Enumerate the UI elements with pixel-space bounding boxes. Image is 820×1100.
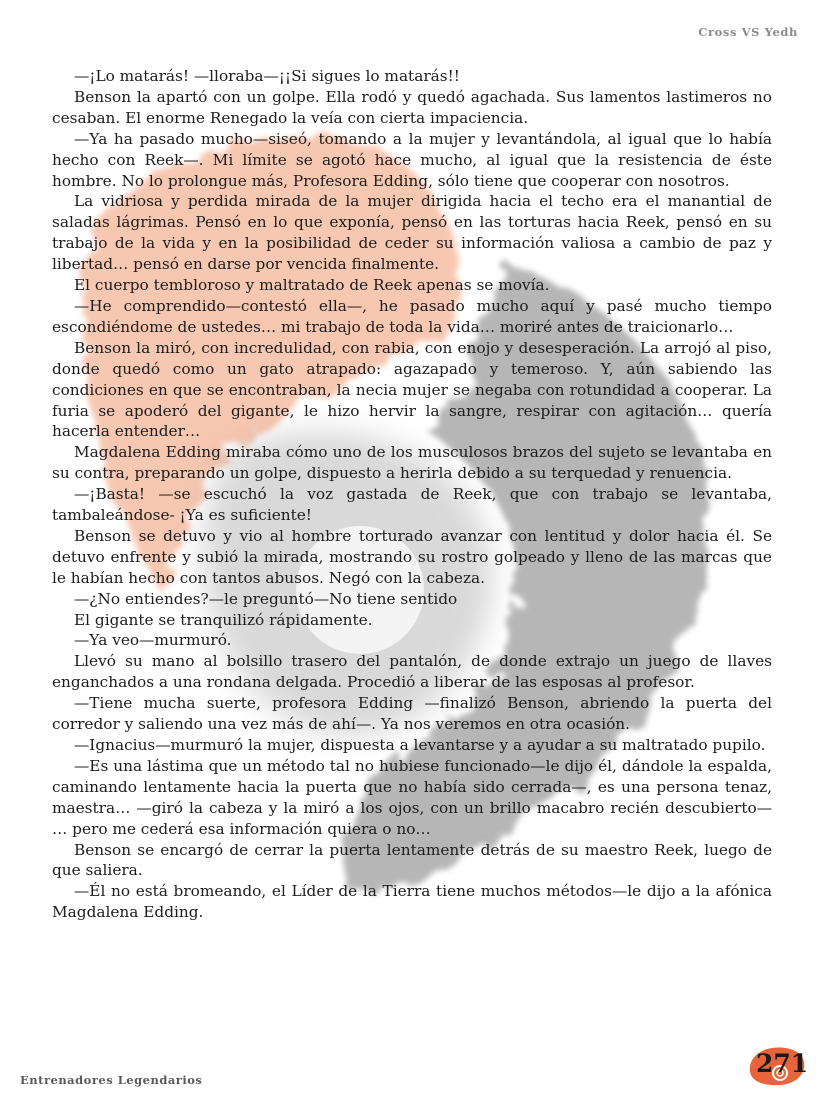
paragraph: —Ya ha pasado mucho—siseó, tomando a la mujer y levantándola, al igual que lo había hecho con Reek—. Mi límite se agotó hace mucho, al igual que la resistencia de éste hombre. No lo prolongue más, Profesora Edding, sólo tiene que cooperar con nosotros. <box>52 129 772 190</box>
paragraph: Llevó su mano al bolsillo trasero del pantalón, de donde extrajo un juego de llaves enganchados a una rondana delgada. Procedió a liberar de las esposas al profesor. <box>52 652 772 692</box>
paragraph: —¡Lo matarás! —lloraba—¡¡Si sigues lo matarás!! <box>74 67 460 85</box>
paragraph: El cuerpo tembloroso y maltratado de Reek apenas se movía. <box>74 276 550 295</box>
running-header: Cross VS Yedh <box>698 25 798 39</box>
running-footer: Entrenadores Legendarios <box>20 1073 203 1087</box>
paragraph: El gigante se tranquilizó rápidamente. <box>74 610 373 629</box>
paragraph: Benson se encargó de cerrar la puerta lentamente detrás de su maestro Reek, luego de que saliera. <box>52 840 772 880</box>
paragraph: —¡Basta! —se escuchó la voz gastada de Reek, que con trabajo se levantaba, tambaleándose- ¡Ya es suficiente! <box>52 485 772 525</box>
paragraph: —Ya veo—murmuró. <box>74 631 232 650</box>
body-text <box>52 66 772 923</box>
paragraph: Benson la apartó con un golpe. Ella rodó y quedó agachada. Sus lamentos lastimeros no cesaban. El enorme Renegado la veía con cierta impaciencia. <box>52 87 772 127</box>
paragraph: Benson se detuvo y vio al hombre torturado avanzar con lentitud y dolor hacia él. Se detuvo enfrente y subió la mirada, mostrando su rostro golpeado y lleno de las marcas que le habían hecho con tantos abusos. Negó con la cabeza. <box>52 526 772 587</box>
paragraph: —Él no está bromeando, el Líder de la Tierra tiene muchos métodos—le dijo a la afónica Magdalena Edding. <box>52 882 772 922</box>
paragraph: La vidriosa y perdida mirada de la mujer dirigida hacia el techo era el manantial de saladas lágrimas. Pensó en lo que exponía, pensó en las torturas hacia Reek, pensó en su trabajo de la vida y en la posibilidad de ceder su información valiosa a cambio de paz y libertad… pensó en darse por vencida finalmente. <box>52 192 772 274</box>
paragraph: Magdalena Edding miraba cómo uno de los musculosos brazos del sujeto se levantaba en su contra, preparando un golpe, dispuesto a herirla debido a su terquedad y renuencia. <box>52 443 772 483</box>
paragraph: —Es una lástima que un método tal no hubiese funcionado—le dijo él, dándole la espalda, caminando lentamente hacia la puerta que no había sido cerrada—, es una persona tenaz, maestra… —giró la cabeza y la miró a los ojos, con un brillo macabro recién descubierto— … pero me cederá esa información quiera o no… <box>52 756 772 838</box>
paragraph: —Ignacius—murmuró la mujer, dispuesta a levantarse y a ayudar a su maltratado pupilo. <box>74 736 766 754</box>
page-number: 271 <box>756 1049 809 1078</box>
paragraph: —He comprendido—contestó ella—, he pasado mucho aquí y pasé mucho tiempo escondiéndome de ustedes… mi trabajo de toda la vida… moriré antes de traicionarlo… <box>52 296 772 336</box>
paragraph: —Tiene mucha suerte, profesora Edding —finalizó Benson, abriendo la puerta del corredor y saliendo una vez más de ahí—. Ya nos veremos en otra ocasión. <box>52 694 772 734</box>
paragraph: Benson la miró, con incredulidad, con rabia, con enojo y desesperación. La arrojó al piso, donde quedó como un gato atrapado: agazapado y temeroso. Y, aún sabiendo las condiciones en que se encontraban, la necia mujer se negaba con rotundidad a cooperar. La furia se apoderó del gigante, le hizo hervir la sangre, respirar con agitación… quería hacerla entender… <box>52 338 772 441</box>
paragraph: —¿No entiendes?—le preguntó—No tiene sentido <box>74 589 458 608</box>
